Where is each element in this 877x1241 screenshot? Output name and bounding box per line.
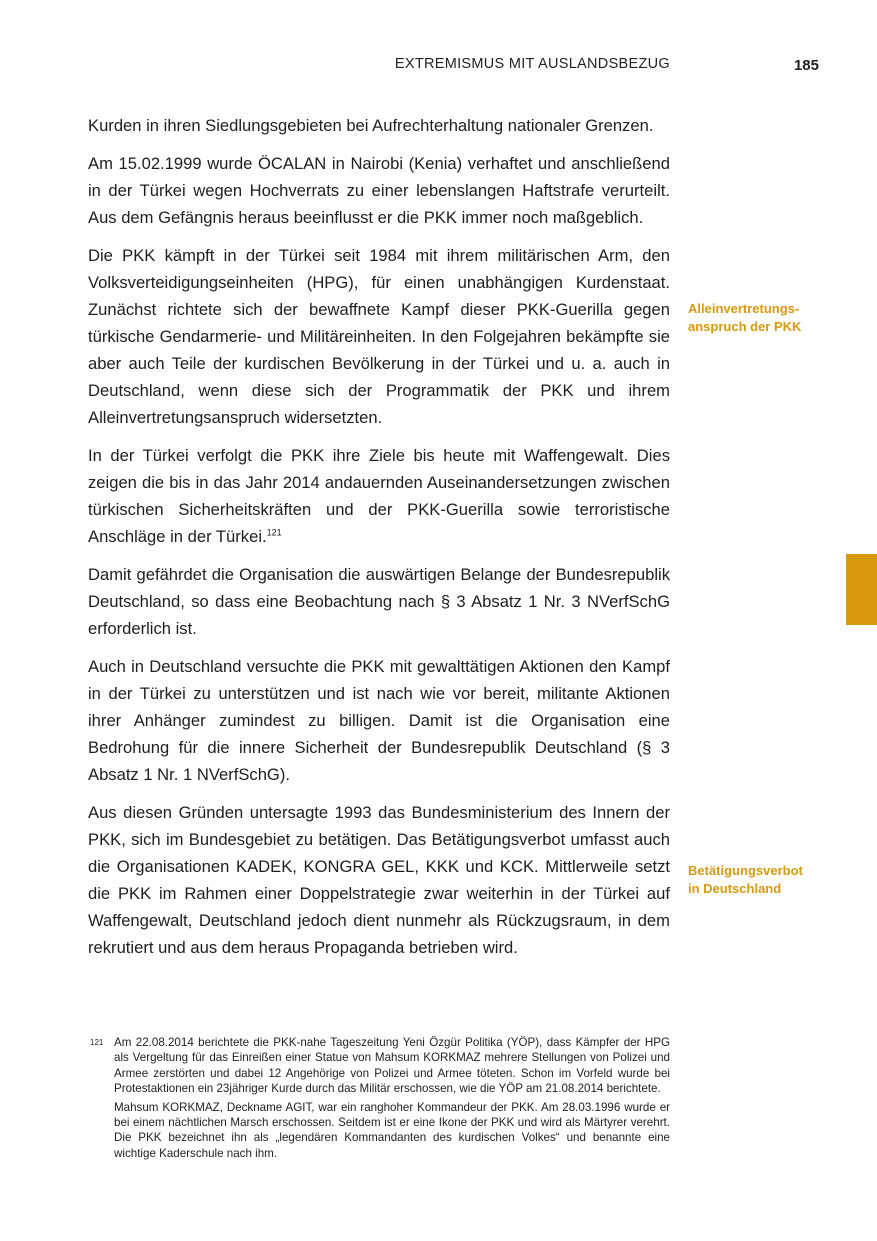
paragraph-4-text: In der Türkei verfolgt die PKK ihre Ziele bis heute mit Waffengewalt. Dies zeigen die bis in das Jahr 2014 andauernden Auseinandersetzungen zwischen türkischen Sicherheitskräften und der PKK-Guerilla sowie terroristische Anschläge in der Türkei.	[88, 446, 670, 546]
footnote-reference[interactable]: 121	[266, 527, 282, 538]
paragraph-5: Damit gefährdet die Organisation die auswärtigen Belange der Bundesrepublik Deutschland, so dass eine Beobachtung nach § 3 Absatz 1 Nr. 3 NVerfSchG erforderlich ist.	[88, 565, 670, 638]
footnote	[90, 1035, 670, 1164]
margin-note-line: Alleinvertretungs-	[688, 301, 800, 316]
margin-note-line: in Deutschland	[688, 881, 782, 896]
margin-note-betaetigungsverbot	[688, 862, 838, 898]
chapter-tab	[846, 554, 877, 625]
main-text	[88, 112, 670, 972]
footnote-body	[114, 1035, 670, 1161]
paragraph-7: Aus diesen Gründen untersagte 1993 das Bundesministerium des Innern der PKK, sich im Bundesgebiet zu betätigen. Das Betätigungsverbot umfasst auch die Organisationen KADEK, KONGRA GEL, KKK und KCK. Mittlerweile setzt die PKK im Rahmen einer Doppelstrategie zwar weiterhin in der Türkei auf Waffengewalt, Deutschland jedoch dient nunmehr als Rückzugsraum, in dem rekrutiert und aus dem heraus Propaganda betrieben wird.	[88, 803, 670, 957]
paragraph-2: Am 15.02.1999 wurde ÖCALAN in Nairobi (Kenia) verhaftet und anschließend in der Türkei wegen Hochverrats zu einer lebenslangen Haftstrafe verurteilt. Aus dem Gefängnis heraus beeinflusst er die PKK immer noch maßgeblich.	[88, 154, 670, 227]
footnote-paragraph-2: Mahsum KORKMAZ, Deckname AGIT, war ein ranghoher Kommandeur der PKK. Am 28.03.1996 wurde er bei einem nächtlichen Marsch erschossen. Seitdem ist er eine Ikone der PKK und wird als Märtyrer verehrt. Die PKK bezeichnet ihn als „legendären Kommandanten des kurdischen Volkes“ und benannte eine wichtige Kaderschule nach ihm.	[114, 1100, 670, 1160]
running-header: EXTREMISMUS MIT AUSLANDSBEZUG	[394, 56, 670, 72]
page-number: 185	[793, 57, 819, 74]
margin-note-line: Betätigungsverbot	[688, 863, 803, 878]
margin-note-line: anspruch der PKK	[688, 319, 802, 334]
paragraph-4	[88, 442, 670, 550]
paragraph-1: Kurden in ihren Siedlungsgebieten bei Aufrechterhaltung nationaler Grenzen.	[88, 116, 654, 135]
paragraph-6: Auch in Deutschland versuchte die PKK mit gewalttätigen Aktionen den Kampf in der Türkei zu unterstützen und ist nach wie vor bereit, militante Aktionen ihrer Anhänger zumindest zu billigen. Damit ist die Organisation eine Bedrohung für die innere Sicherheit der Bundesrepublik Deutschland (§ 3 Absatz 1 Nr. 1 NVerfSchG).	[88, 657, 670, 784]
footnote-number: 121	[90, 1038, 104, 1047]
margin-note-alleinvertretung	[688, 300, 838, 336]
footnote-paragraph-1: Am 22.08.2014 berichtete die PKK-nahe Tageszeitung Yeni Özgür Politika (YÖP), dass Kämpfer der HPG als Vergeltung für das Einreißen einer Statue von Mahsum KORKMAZ mehrere Stellungen von Polizei und Armee zerstörten und dabei 12 Angehörige von Polizei und Armee töteten. Schon im Vorfeld wurde bei Protestaktionen ein 23jähriger Kurde durch das Militär erschossen, wie die YÖP am 21.08.2014 berichtete.	[114, 1036, 670, 1096]
paragraph-3: Die PKK kämpft in der Türkei seit 1984 mit ihrem militärischen Arm, den Volksverteidigungseinheiten (HPG), für einen unabhängigen Kurdenstaat. Zunächst richtete sich der bewaffnete Kampf dieser PKK-Guerilla gegen türkische Gendarmerie- und Militäreinheiten. In den Folgejahren bekämpfte sie aber auch Teile der kurdischen Bevölkerung in der Türkei und u. a. auch in Deutschland, wenn diese sich der Programmatik der PKK und ihrem Alleinvertretungsanspruch widersetzten.	[88, 246, 670, 427]
